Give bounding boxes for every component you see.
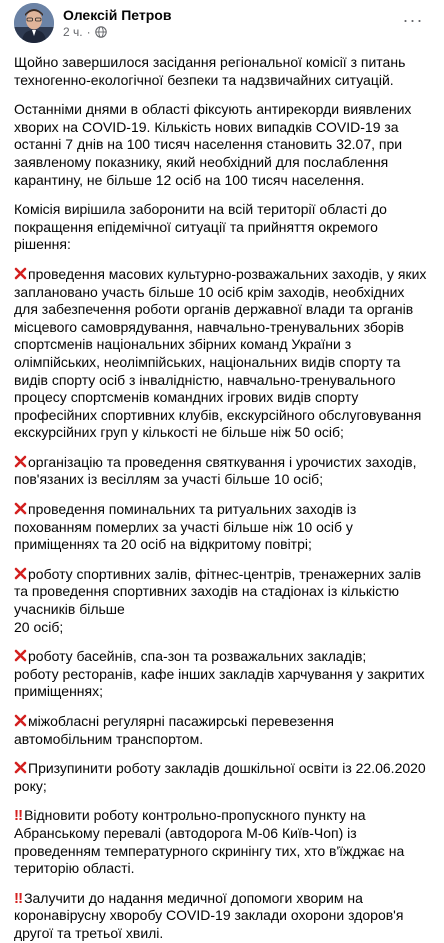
author-name[interactable]: Олексій Петров: [63, 6, 172, 23]
post-paragraph: [14, 201, 430, 254]
more-options-button[interactable]: [400, 10, 426, 30]
meta-separator: ·: [86, 24, 91, 39]
paragraph-text: роботу басейнів, спа-зон та розважальних закладів; роботу ресторанів, кафе інших закладів харчування у закритих приміщеннях;: [14, 648, 425, 700]
cross-mark-emoji: [14, 455, 27, 468]
post-paragraph: [14, 807, 430, 877]
post-paragraph: [14, 501, 430, 554]
post-header: [14, 0, 430, 46]
cross-mark-emoji: [14, 761, 27, 774]
post-paragraph: [14, 54, 430, 89]
cross-mark-emoji: [14, 502, 27, 515]
post-paragraph: [14, 648, 430, 701]
paragraph-text: організацію та проведення святкування і урочистих заходів, пов'язаних із весіллям за участі більше 10 осіб;: [14, 453, 417, 488]
paragraph-text: Призупинити роботу закладів дошкільної освіти із 22.06.2020 року;: [14, 760, 426, 794]
cross-mark-emoji: [14, 649, 27, 662]
paragraph-text: Щойно завершилося засідання регіональної комісії з питань техногенно-екологічної безпеки та надзвичайних ситуацій.: [14, 54, 406, 88]
post-content: [14, 54, 430, 943]
paragraph-text: роботу спортивних залів, фітнес-центрів, тренажерних залів та проведення спортивних заходів на стадіонах із кількістю учасників більше 20 осіб;: [14, 565, 422, 635]
paragraph-text: Залучити до надання медичної допомоги хворим на коронавірусну хворобу COVID-19 заклади охорони здоров'я другої та третьої хвилі.: [14, 889, 404, 941]
cross-mark-emoji: [14, 267, 27, 280]
more-horizontal-icon: ···: [402, 9, 424, 30]
avatar[interactable]: [14, 3, 54, 43]
author-block: [63, 7, 171, 40]
double-exclamation-emoji: ‼: [14, 889, 23, 907]
paragraph-text: міжобласні регулярні пасажирські перевезення автомобільним транспортом.: [14, 713, 334, 747]
post-paragraph: [14, 454, 430, 489]
post-paragraph: [14, 101, 430, 189]
paragraph-text: Відновити роботу контрольно-пропускного пункту на Абранському перевалі (автодорога М-06 Київ-Чоп) із проведенням температурного скринінгу тих, хто в'їжджає на територію області.: [14, 807, 405, 877]
post-paragraph: [14, 713, 430, 748]
paragraph-text: Останніми днями в області фіксують антирекорди виявлених хворих на COVID-19. Кількість нових випадків COVID-19 за останні 7 днів на 100 тисяч населення становить 32.07, при заявленому показнику, який необхідний для послаблення карантину, не більше 12 осіб на 100 тисяч населення.: [14, 101, 412, 188]
paragraph-text: Комісія вирішила заборонити на всій території області до покращення епідемічної ситуації та прийняття окремого рішення:: [14, 201, 387, 253]
globe-icon[interactable]: [95, 26, 107, 38]
post-paragraph: [14, 890, 430, 943]
post-paragraph: [14, 266, 430, 442]
cross-mark-emoji: [14, 567, 27, 580]
post-paragraph: [14, 760, 430, 795]
post-time[interactable]: 2 ч.: [63, 24, 83, 39]
paragraph-text: проведення поминальних та ритуальних заходів із похованням померлих за участі більше ніж 10 осіб у приміщеннях та 20 осіб на відкритому повітрі;: [14, 501, 357, 553]
double-exclamation-emoji: ‼: [14, 807, 23, 825]
post-paragraph: [14, 566, 430, 636]
cross-mark-emoji: [14, 714, 27, 727]
paragraph-text: проведення масових культурно-розважальних заходів, у яких заплановано участь більше 10 осіб крім заходів, необхідних для забезпечення роботи органів державної влади та органів місцевого самоврядування, навчально-тренувальних зборів спортсменів національних збірних команд України з олімпійських, неолімпійських, національних видів спорту та видів спорту осіб з інвалідністю, навчально-тренувального процесу спортсменів командних ігрових видів спорту професійних спортивних клубів, екскурсійного обслуговування екскурсійних груп у кількості не більше ніж 50 осіб;: [14, 265, 427, 441]
avatar-photo-icon: [14, 3, 54, 43]
post-meta: [63, 25, 171, 40]
